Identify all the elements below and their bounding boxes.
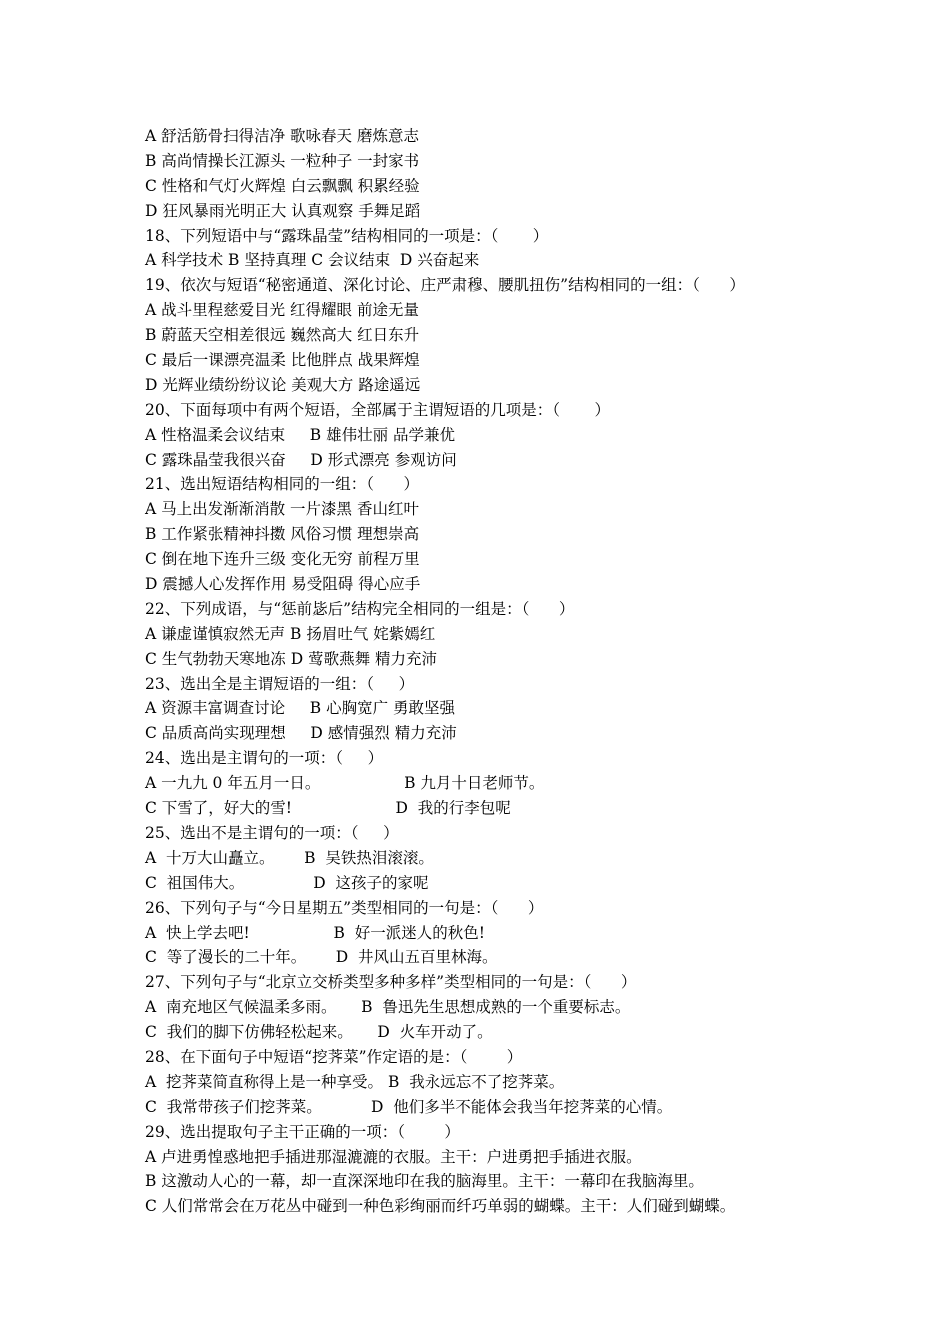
text-line: A 舒活筋骨扫得洁净 歌咏春天 磨炼意志 [145, 127, 419, 145]
question-23: 23、选出全是主谓短语的一组：（ ） [145, 674, 415, 693]
text-line: B 高尚情操长江源头 一粒种子 一封家书 [145, 151, 420, 170]
question-18: 18、下列短语中与“露珠晶莹”结构相同的一项是：（ ） [145, 226, 549, 245]
text-line: A 一九九 0 年五月一日。 B 九月十日老师节。 [145, 774, 545, 793]
text-line: B 这激动人心的一幕，却一直深深地印在我的脑海里。主干：一幕印在我脑海里。 [145, 1172, 704, 1191]
question-22: 22、下列成语，与“惩前毖后”结构完全相同的一组是：（ ） [145, 599, 575, 618]
text-line: A 南充地区气候温柔多雨。 B 鲁迅先生思想成熟的一个重要标志。 [145, 998, 631, 1017]
text-line: C 品质高尚实现理想 D 感情强烈 精力充沛 [145, 724, 457, 743]
text-line: D 震撼人心发挥作用 易受阻碍 得心应手 [145, 575, 421, 594]
text-line: A 谦虚谨慎寂然无声 B 扬眉吐气 姹紫嫣红 [145, 624, 436, 643]
text-line: C 性格和气灯火辉煌 白云飘飘 积累经验 [145, 176, 420, 195]
question-19: 19、依次与短语“秘密通道、深化讨论、庄严肃穆、腰肌扭伤”结构相同的一组：（ ） [145, 276, 745, 295]
text-line: A 挖荠菜简直称得上是一种享受。 B 我永远忘不了挖荠菜。 [145, 1072, 565, 1091]
text-line: A 科学技术 B 坚持真理 C 会议结束 D 兴奋起来 [145, 251, 480, 270]
question-26: 26、下列句子与“今日星期五”类型相同的一句是：（ ） [145, 898, 544, 917]
text-line: C 下雪了，好大的雪! D 我的行李包呢 [145, 799, 511, 818]
question-20: 20、下面每项中有两个短语，全部属于主谓短语的几项是：（ ） [145, 400, 610, 419]
text-line: A 十万大山矗立。 B 吴铁热泪滚滚。 [145, 848, 434, 867]
text-line: C 倒在地下连升三级 变化无穷 前程万里 [145, 550, 420, 569]
question-24: 24、选出是主谓句的一项：（ ） [145, 749, 384, 768]
text-line: A 战斗里程慈爱目光 红得耀眼 前途无量 [145, 301, 419, 320]
question-25: 25、选出不是主谓句的一项：（ ） [145, 823, 399, 842]
text-line: A 性格温柔会议结束 B 雄伟壮丽 品学兼优 [145, 425, 456, 444]
question-27: 27、下列句子与“北京立交桥类型多种多样”类型相同的一句是：（ ） [145, 973, 637, 992]
text-line: C 我们的脚下仿佛轻松起来。 D 火车开动了。 [145, 1023, 493, 1042]
text-line: A 快上学去吧! B 好一派迷人的秋色! [145, 923, 486, 942]
text-line: C 我常带孩子们挖荠菜。 D 他们多半不能体会我当年挖荠菜的心情。 [145, 1097, 673, 1116]
text-line: C 祖国伟大。 D 这孩子的家呢 [145, 873, 429, 892]
text-line: C 生气勃勃天寒地冻 D 莺歌燕舞 精力充沛 [145, 649, 437, 668]
text-line: B 工作紧张精神抖擞 风俗习惯 理想崇高 [145, 525, 420, 544]
text-line: D 狂风暴雨光明正大 认真观察 手舞足蹈 [145, 201, 421, 220]
text-line: C 最后一课漂亮温柔 比他胖点 战果辉煌 [145, 351, 420, 370]
text-line: C 等了漫长的二十年。 D 井风山五百里林海。 [145, 948, 498, 967]
text-line: A 马上出发渐渐消散 一片漆黑 香山红叶 [145, 500, 419, 519]
question-29: 29、选出提取句子主干正确的一项：（ ） [145, 1122, 460, 1141]
question-28: 28、在下面句子中短语“挖荠菜”作定语的是：（ ） [145, 1047, 523, 1066]
text-line: A 卢进勇惶惑地把手插进那湿漉漉的衣服。主干：户进勇把手插进衣服。 [145, 1147, 642, 1166]
text-line: C 人们常常会在万花丛中碰到一种色彩绚丽而纤巧单弱的蝴蝶。主干：人们碰到蝴蝶。 [145, 1197, 736, 1216]
question-21: 21、选出短语结构相同的一组：（ ） [145, 475, 420, 494]
text-line: C 露珠晶莹我很兴奋 D 形式漂亮 参观访问 [145, 450, 457, 469]
text-line: D 光辉业绩纷纷议论 美观大方 路途遥远 [145, 375, 421, 394]
text-line: A 资源丰富调查讨论 B 心胸宽广 勇敢坚强 [145, 699, 456, 718]
text-line: B 蔚蓝天空相差很远 巍然高大 红日东升 [145, 326, 420, 345]
question-text [145, 124, 845, 1219]
